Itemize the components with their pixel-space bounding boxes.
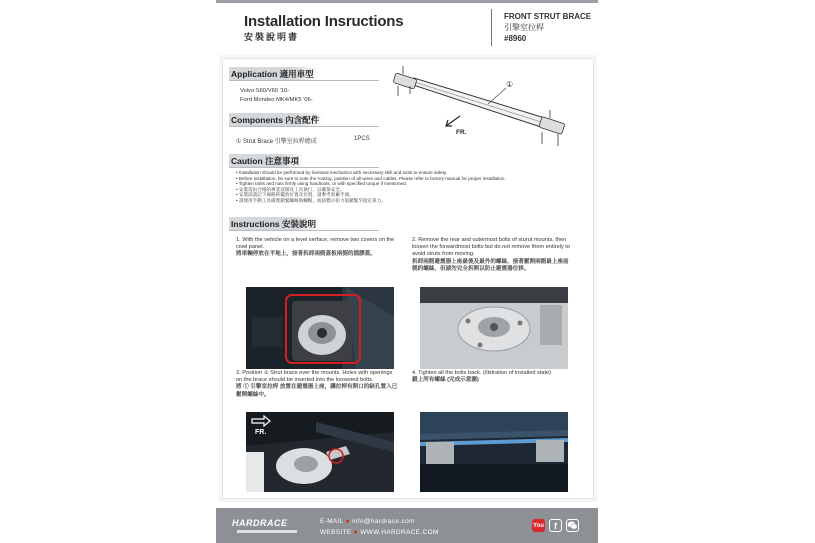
- step-text-cn: 將 ① 引擎室拉桿 放置在避震器上座，讓拉桿有開口的缺孔置入已鬆開螺絲中。: [236, 384, 398, 398]
- email-label: E-MAIL: [320, 518, 344, 525]
- installed-brace-image: [420, 412, 568, 492]
- website-label: WEBSITE: [320, 529, 352, 536]
- step-number: 1.: [236, 237, 241, 243]
- step-text-cn: 將車輛停放在平地上，接著拆卸兩側蓋板兩側的擋膠蓋。: [236, 251, 376, 258]
- caution-note: • 安裝前請記下線路的擺放位置及位置，請參考原廠手冊。: [236, 192, 354, 198]
- component-quantity: 1PCS: [354, 136, 370, 142]
- right-mount: [539, 110, 565, 146]
- components-rule: [229, 126, 379, 127]
- step-number: 2.: [412, 237, 417, 243]
- step-2: [412, 237, 570, 273]
- caution-heading: Caution 注意事項: [229, 154, 304, 167]
- header-bar: [216, 0, 598, 3]
- vehicle-item: Volvo S60/V60 '10-: [240, 88, 290, 94]
- callout-leader: [488, 88, 506, 104]
- step-text: Remove the rear and outermost bolts of sturut mounts, then loosen the forwardmost bolts but do not remove them entirely to avoid struts from moving.: [412, 237, 570, 258]
- header-divider: [491, 9, 492, 46]
- caution-note: • Tighten bolts and nuts firmly using handtools, or with specified torque if mentioned.: [236, 181, 407, 187]
- components-heading: Components 內含配件: [229, 113, 324, 126]
- website-link[interactable]: WWW.HARDRACE.COM: [360, 529, 439, 536]
- wechat-glyph: [567, 521, 578, 530]
- application-heading: Application 適用車型: [229, 67, 319, 80]
- step-text-cn: 拆卸兩側避震器上座最後及最外的螺絲，接著鬆開兩側最上座前側的螺絲，但請勿完全拆開以防止避震器位移。: [412, 258, 569, 272]
- product-name-cn: 引擎室拉桿: [504, 23, 544, 32]
- step-1-photo: [246, 287, 394, 369]
- step-2-photo: [420, 287, 568, 369]
- step-text: With the vehicle on a level serface, remove two covers on the cowl panel.: [236, 237, 395, 251]
- cowl-cover-image: [246, 287, 394, 369]
- vehicle-list: [240, 87, 313, 105]
- fr-arrow-icon: [446, 116, 460, 126]
- step-text: Tighten all the bolts back. (Illstration of installed state): [418, 370, 551, 376]
- caution-note: • 安裝需由合格的專業技師及工具執行，以確保安全。: [236, 186, 345, 192]
- strut-brace-diagram: [390, 60, 580, 160]
- caution-note: • Installation should be performed by licensed mechanics with necessary skill and tools to ensure safety.: [236, 170, 448, 175]
- youtube-icon[interactable]: You: [532, 519, 545, 532]
- brace-bar: [404, 78, 558, 130]
- direction-label: FR.: [456, 129, 467, 136]
- left-mount: [393, 66, 417, 96]
- email-link[interactable]: info@hardrace.com: [352, 518, 415, 525]
- part-number: #8960: [504, 34, 527, 43]
- step-text: Position ① Strut brace over the mounts. Holes with openings on the brace should be inserted into the loosened bolts.: [236, 370, 393, 384]
- brace-position-image: [246, 412, 394, 492]
- contact-info: [320, 516, 439, 538]
- product-info: [504, 11, 591, 44]
- bullet-icon: ●: [345, 518, 350, 525]
- step-1: [236, 237, 398, 259]
- page-title: Installation Insructions: [244, 13, 404, 30]
- facebook-icon[interactable]: f: [549, 519, 562, 532]
- instructions-heading: Instructions 安裝說明: [229, 217, 321, 230]
- wechat-icon[interactable]: [566, 519, 579, 532]
- step-number: 4.: [412, 370, 417, 376]
- step-number: 3.: [236, 370, 241, 376]
- step-text-cn: 鎖上所有螺絲 (完成示意圖): [412, 377, 479, 384]
- brand-logo: HARDRACE: [232, 518, 288, 528]
- brand-logo-underline: [237, 530, 297, 533]
- step-4-photo: [420, 412, 568, 492]
- step-3: [236, 370, 398, 399]
- caution-note: • 請使用手動工具確實鎖緊螺絲與螺帽，或依標示扭力值鎖緊至指定扭力。: [236, 197, 386, 203]
- caution-list: [236, 170, 536, 204]
- caution-rule: [229, 167, 379, 168]
- application-rule: [229, 80, 379, 81]
- diagram-callout: ①: [506, 80, 514, 89]
- instructions-rule: [229, 230, 379, 231]
- page-title-cn: 安裝說明書: [244, 32, 300, 42]
- component-item: ① Strut Brace 引擎室拉桿總成: [236, 139, 317, 145]
- step-3-photo: [246, 412, 394, 492]
- product-name: FRONT STRUT BRACE: [504, 12, 592, 21]
- vehicle-item: Ford Mondeo MK4/MK5 '06-: [240, 97, 313, 103]
- caution-note: • Before installation, be sure to note the routing, position of all wires and cables. Please refer to factory manual for proper installation.: [236, 175, 506, 181]
- photo-direction-label: FR.: [255, 429, 267, 436]
- step-4: [412, 370, 570, 384]
- strut-mount-image: [420, 287, 568, 369]
- bullet-icon: ●: [353, 529, 359, 536]
